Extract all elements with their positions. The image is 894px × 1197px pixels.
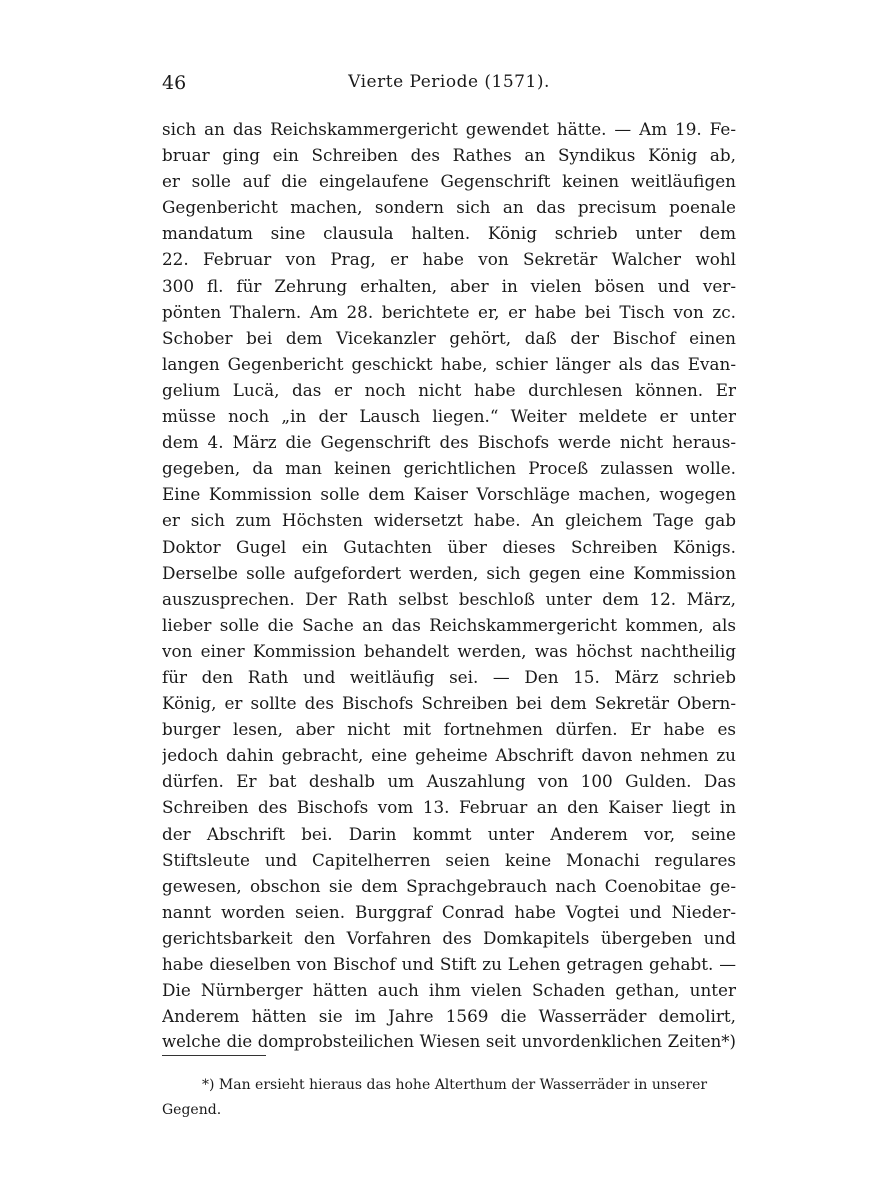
text-line: Gegenbericht machen, sondern sich an das precisum poenale [162, 197, 736, 218]
text-line: gegeben, da man keinen gerichtlichen Proceß zulassen wolle. [162, 458, 736, 479]
text-line: dem 4. März die Gegenschrift des Bischofs werde nicht heraus- [162, 432, 736, 453]
running-head: Vierte Periode (1571). [348, 72, 550, 92]
text-line: für den Rath und weitläufig sei. — Den 15. März schrieb [162, 666, 736, 687]
footnote-line: *) Man ersieht hieraus das hohe Alterthum der Wasserräder in unserer [202, 1077, 708, 1093]
text-line: bruar ging ein Schreiben des Rathes an Syndikus König ab, [162, 145, 736, 166]
text-line: burger lesen, aber nicht mit fortnehmen dürfen. Er habe es [162, 719, 736, 740]
text-line: er solle auf die eingelaufene Gegenschrift keinen weitläufigen [162, 171, 736, 192]
text-line: mandatum sine clausula halten. König schrieb unter dem [162, 223, 736, 244]
text-line: Derselbe solle aufgefordert werden, sich gegen eine Kommission [162, 562, 736, 583]
text-line: auszusprechen. Der Rath selbst beschloß unter dem 12. März, [162, 588, 736, 609]
text-line: 22. Februar von Prag, er habe von Sekretär Walcher wohl [162, 249, 736, 270]
footnote-rule [162, 1055, 266, 1056]
text-line: nannt worden seien. Burggraf Conrad habe Vogtei und Nieder- [162, 901, 736, 922]
text-line: sich an das Reichskammergericht gewendet hätte. — Am 19. Fe- [162, 119, 736, 139]
text-line: welche die domprobsteilichen Wiesen seit unvordenklichen Zeiten*) [162, 1032, 736, 1052]
text-line: gelium Lucä, das er noch nicht habe durchlesen können. Er [162, 379, 736, 400]
footnote-line: Gegend. [162, 1102, 222, 1118]
text-line: Schreiben des Bischofs vom 13. Februar an den Kaiser liegt in [162, 797, 736, 818]
text-line: Doktor Gugel ein Gutachten über dieses Schreiben Königs. [162, 536, 736, 557]
text-line: er sich zum Höchsten widersetzt habe. An gleichem Tage gab [162, 510, 736, 531]
page-header [162, 72, 736, 98]
text-line: König, er sollte des Bischofs Schreiben bei dem Sekretär Obern- [162, 693, 736, 714]
text-line: lieber solle die Sache an das Reichskammergericht kommen, als [162, 614, 736, 635]
footnote [162, 1073, 736, 1123]
text-line: langen Gegenbericht geschickt habe, schier länger als das Evan- [162, 353, 736, 374]
text-line: dürfen. Er bat deshalb um Auszahlung von 100 Gulden. Das [162, 771, 736, 792]
text-line: gerichtsbarkeit den Vorfahren des Domkapitels übergeben und [162, 927, 736, 948]
text-line: Anderem hätten sie im Jahre 1569 die Wasserräder demolirt, [162, 1006, 736, 1027]
text-line: jedoch dahin gebracht, eine geheime Abschrift davon nehmen zu [162, 745, 736, 766]
text-line: pönten Thalern. Am 28. berichtete er, er habe bei Tisch von zc. [162, 301, 736, 322]
text-line: habe dieselben von Bischof und Stift zu Lehen getragen gehabt. — [162, 954, 736, 974]
text-line: Stiftsleute und Capitelherren seien keine Monachi regulares [162, 849, 736, 870]
text-line: 300 fl. für Zehrung erhalten, aber in vielen bösen und ver- [162, 275, 736, 296]
text-line: gewesen, obschon sie dem Sprachgebrauch nach Coenobitae ge- [162, 875, 736, 896]
text-line: von einer Kommission behandelt werden, was höchst nachtheilig [162, 640, 736, 661]
text-line: Schober bei dem Vicekanzler gehört, daß der Bischof einen [162, 327, 736, 348]
text-line: Eine Kommission solle dem Kaiser Vorschläge machen, wogegen [162, 484, 736, 505]
text-line: müsse noch „in der Lausch liegen.“ Weiter meldete er unter [162, 406, 736, 427]
text-line: der Abschrift bei. Darin kommt unter Anderem vor, seine [162, 823, 736, 844]
body-text [162, 116, 736, 1055]
text-line: Die Nürnberger hätten auch ihm vielen Schaden gethan, unter [162, 980, 736, 1001]
page-number: 46 [162, 72, 187, 94]
